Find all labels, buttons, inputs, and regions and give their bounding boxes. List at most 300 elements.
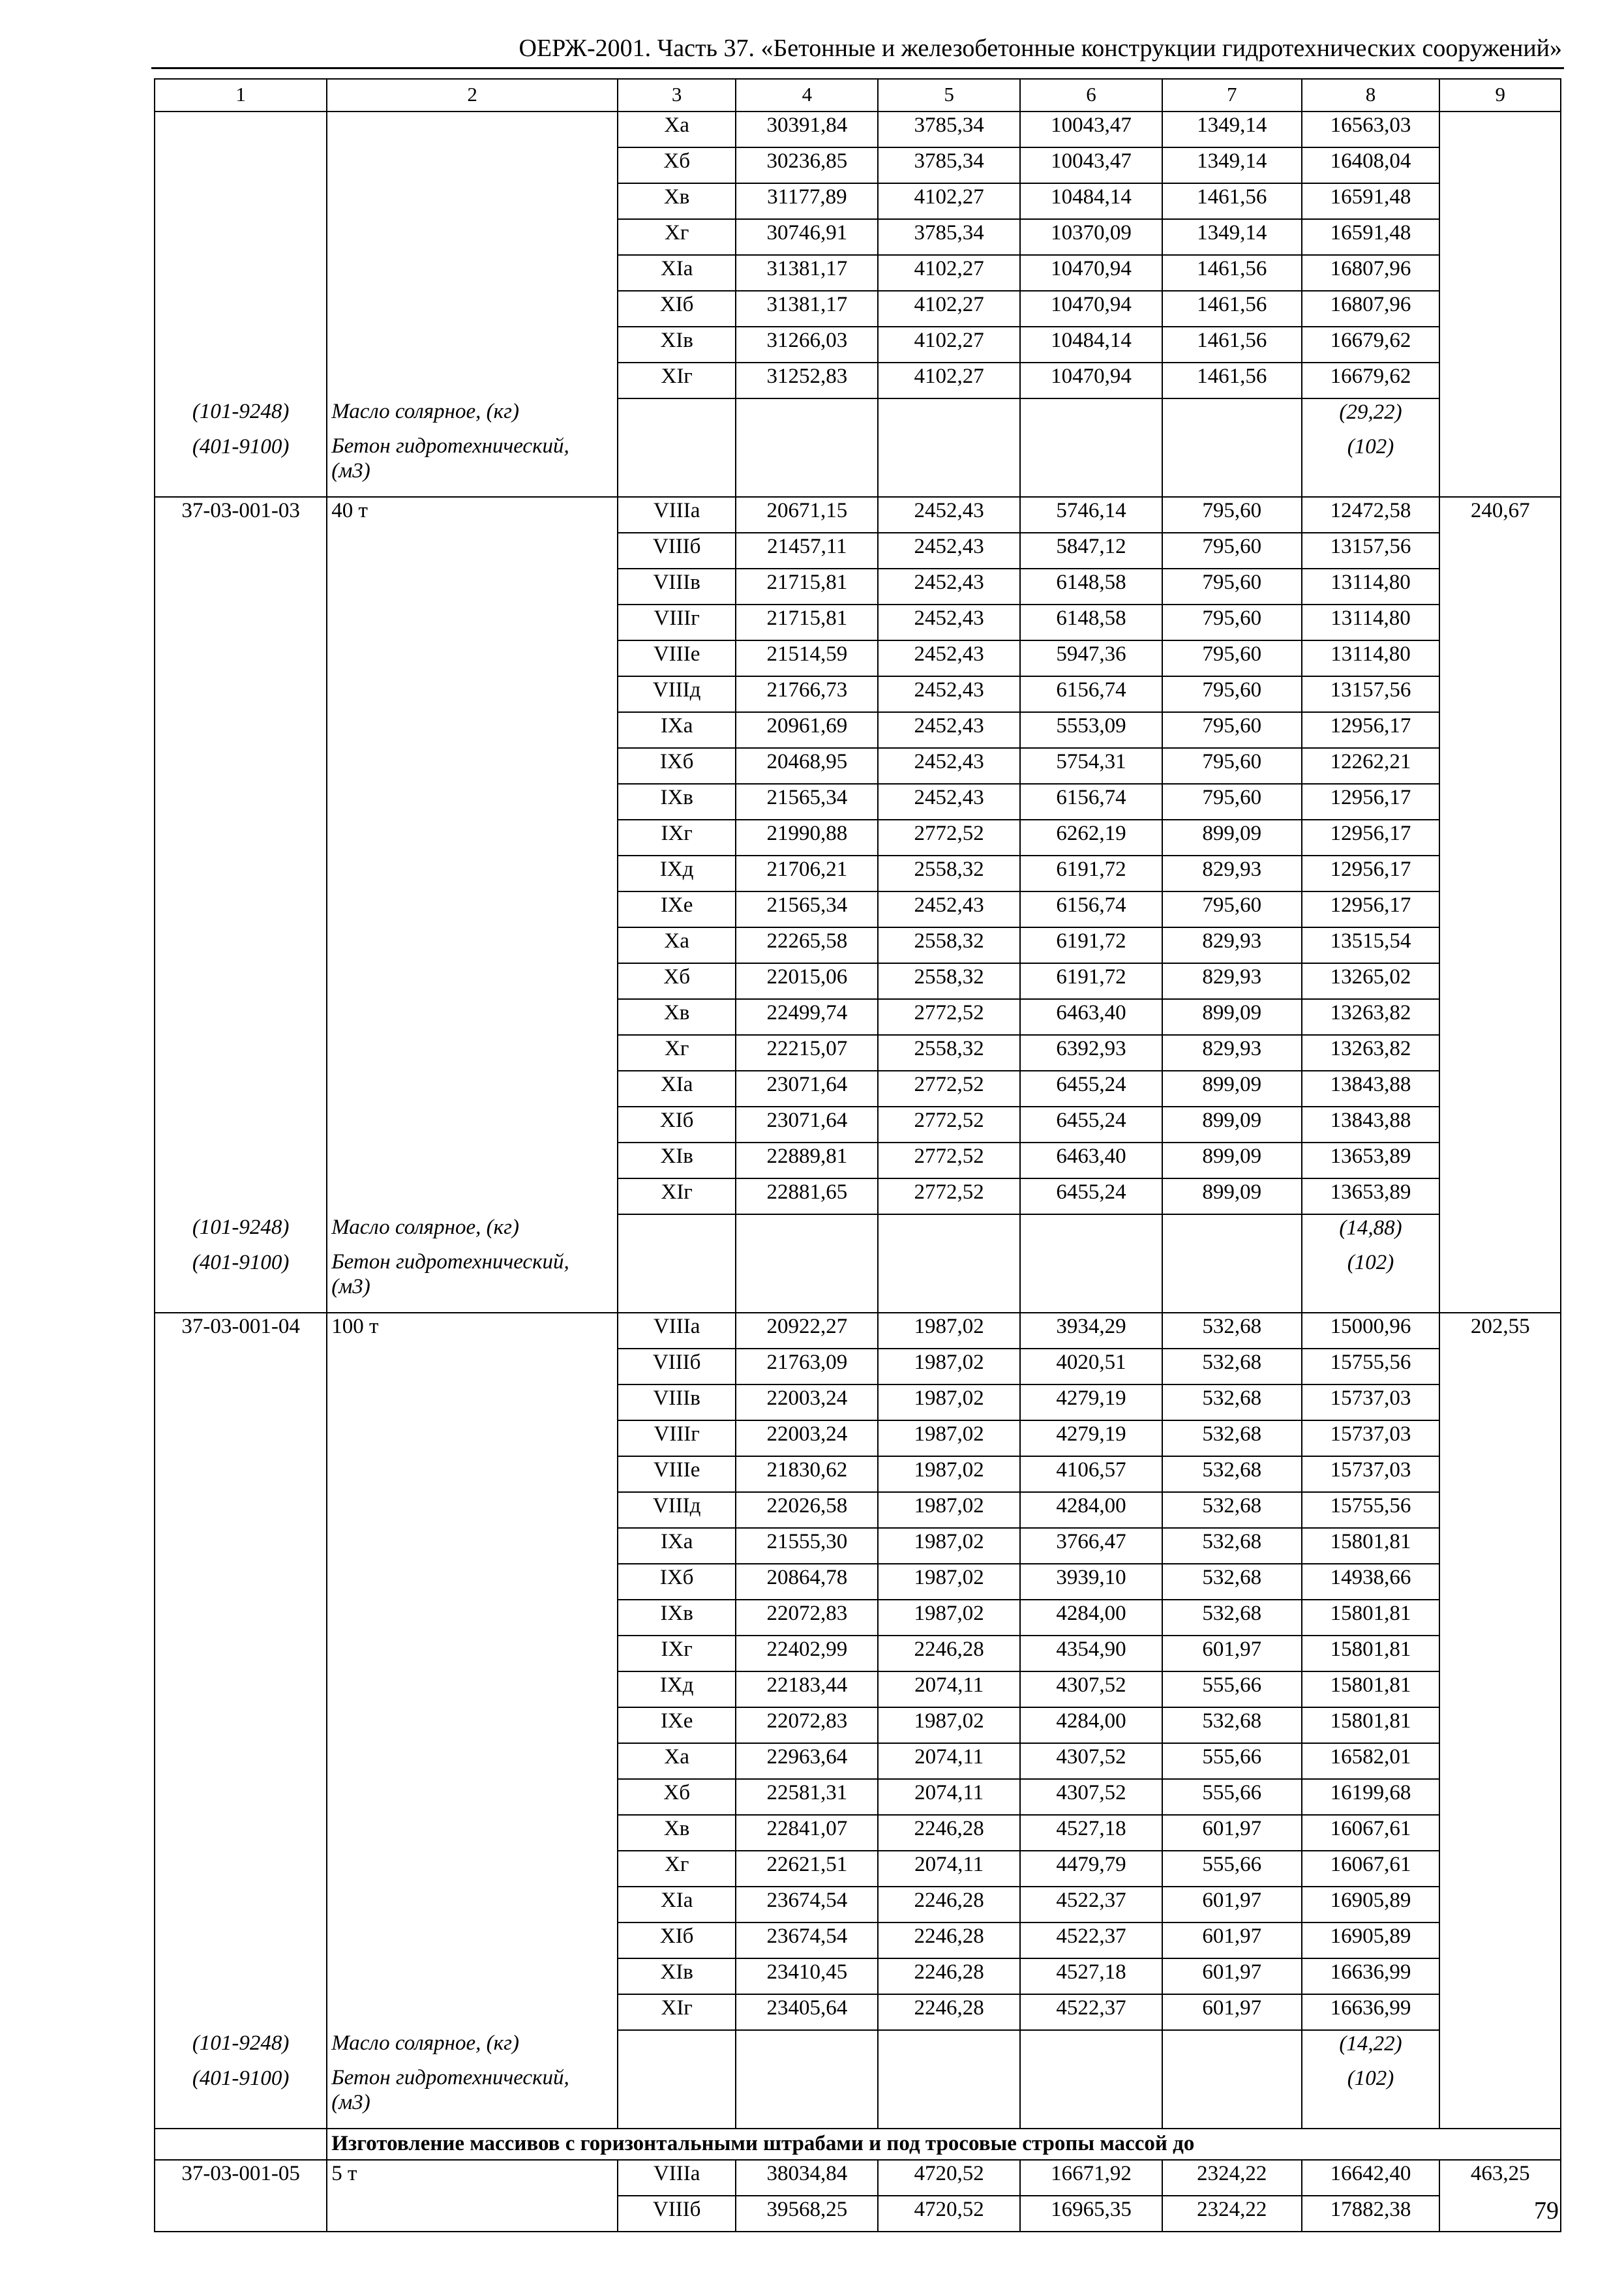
value-cell: 15737,03 [1302, 1384, 1440, 1420]
value-cell: 4522,37 [1020, 1922, 1162, 1958]
value-cell: 2772,52 [878, 999, 1020, 1035]
value-cell: 4102,27 [878, 291, 1020, 327]
empty-cell [1439, 999, 1561, 1035]
value-cell: 20922,27 [736, 1313, 878, 1349]
value-cell: 12956,17 [1302, 820, 1440, 856]
value-cell: 17882,38 [1302, 2196, 1440, 2232]
table-row [155, 640, 1561, 676]
resource-value-cell: (102) [1302, 434, 1440, 497]
empty-cell [1439, 1420, 1561, 1456]
empty-cell [155, 1671, 327, 1707]
value-cell: 829,93 [1162, 1035, 1302, 1071]
value-cell: 2324,22 [1162, 2196, 1302, 2232]
value-cell: 10470,94 [1020, 255, 1162, 291]
resource-value-cell: (14,88) [1302, 1214, 1440, 1249]
value-cell: 20961,69 [736, 712, 878, 748]
empty-cell [1439, 1071, 1561, 1107]
empty-cell [155, 1107, 327, 1143]
value-cell: 13515,54 [1302, 927, 1440, 963]
value-cell: 1987,02 [878, 1492, 1020, 1528]
empty-cell [327, 1636, 618, 1671]
table-row [155, 327, 1561, 363]
empty-cell [878, 1214, 1020, 1249]
price-table [154, 78, 1561, 2232]
empty-cell [155, 112, 327, 147]
value-cell: 4307,52 [1020, 1743, 1162, 1779]
value-cell: 829,93 [1162, 963, 1302, 999]
column-number: 8 [1302, 79, 1440, 112]
zone-cell: VIIIа [618, 1313, 736, 1349]
value-cell: 601,97 [1162, 1958, 1302, 1994]
resource-name-cell: Бетон гидротехнический, (м3) [327, 1249, 618, 1313]
empty-cell [327, 1851, 618, 1887]
value-cell: 2452,43 [878, 533, 1020, 569]
value-cell: 899,09 [1162, 820, 1302, 856]
value-cell: 6463,40 [1020, 1143, 1162, 1178]
empty-cell [878, 2030, 1020, 2065]
section-heading-cell: Изготовление массивов с горизонтальными штрабами и под тросовые стропы массой до [327, 2129, 1561, 2160]
empty-cell [1439, 2065, 1561, 2129]
empty-cell [327, 533, 618, 569]
empty-cell [155, 1492, 327, 1528]
empty-cell [1439, 1528, 1561, 1564]
empty-cell [155, 1994, 327, 2030]
empty-cell [155, 533, 327, 569]
value-cell: 795,60 [1162, 891, 1302, 927]
value-cell: 31381,17 [736, 291, 878, 327]
value-cell: 2452,43 [878, 569, 1020, 605]
table-row [155, 1456, 1561, 1492]
value-cell: 2452,43 [878, 605, 1020, 640]
zone-cell: IXв [618, 1600, 736, 1636]
empty-cell [155, 748, 327, 784]
value-cell: 4102,27 [878, 327, 1020, 363]
value-cell: 30746,91 [736, 219, 878, 255]
value-cell: 16199,68 [1302, 1779, 1440, 1815]
resource-note-row [155, 398, 1561, 434]
value-cell: 12956,17 [1302, 891, 1440, 927]
value-cell: 13843,88 [1302, 1071, 1440, 1107]
value-cell: 3785,34 [878, 112, 1020, 147]
empty-cell [327, 327, 618, 363]
empty-cell [327, 1779, 618, 1815]
value-cell: 2452,43 [878, 891, 1020, 927]
value-cell: 795,60 [1162, 605, 1302, 640]
value-cell: 22183,44 [736, 1671, 878, 1707]
value-cell: 16905,89 [1302, 1922, 1440, 1958]
value-cell: 15801,81 [1302, 1528, 1440, 1564]
value-cell: 532,68 [1162, 1349, 1302, 1384]
resource-value-cell: (102) [1302, 2065, 1440, 2129]
value-cell: 15000,96 [1302, 1313, 1440, 1349]
value-cell: 4279,19 [1020, 1384, 1162, 1420]
value-cell: 601,97 [1162, 1994, 1302, 2030]
empty-cell [155, 856, 327, 891]
value-cell: 2074,11 [878, 1671, 1020, 1707]
value-cell: 2772,52 [878, 820, 1020, 856]
value-cell: 10470,94 [1020, 363, 1162, 398]
value-cell: 22881,65 [736, 1178, 878, 1214]
value-cell: 22499,74 [736, 999, 878, 1035]
empty-cell [327, 147, 618, 183]
page-header-title: ОЕРЖ-2001. Часть 37. «Бетонные и железобетонные конструкции гидротехнических сооружений» [519, 35, 1562, 62]
value-cell: 6463,40 [1020, 999, 1162, 1035]
table-row [155, 999, 1561, 1035]
empty-cell [327, 856, 618, 891]
value-cell: 2452,43 [878, 497, 1020, 533]
rate-code-cell: 37-03-001-03 [155, 497, 327, 533]
empty-cell [1439, 1143, 1561, 1178]
value-cell: 20864,78 [736, 1564, 878, 1600]
resource-note-row [155, 434, 1561, 497]
empty-cell [1439, 112, 1561, 147]
empty-cell [155, 327, 327, 363]
resource-value-cell: (29,22) [1302, 398, 1440, 434]
empty-cell [327, 1564, 618, 1600]
value-cell: 795,60 [1162, 712, 1302, 748]
table-row [155, 1743, 1561, 1779]
empty-cell [1020, 434, 1162, 497]
value-cell: 532,68 [1162, 1528, 1302, 1564]
page-number: 79 [1534, 2197, 1559, 2224]
value-cell: 22581,31 [736, 1779, 878, 1815]
empty-cell [1439, 291, 1561, 327]
value-cell: 12956,17 [1302, 784, 1440, 820]
empty-cell [155, 2196, 327, 2232]
value-cell: 5947,36 [1020, 640, 1162, 676]
empty-cell [878, 1249, 1020, 1313]
value-cell: 23674,54 [736, 1922, 878, 1958]
table-row [155, 1384, 1561, 1420]
empty-cell [1439, 219, 1561, 255]
empty-cell [327, 1143, 618, 1178]
value-cell: 3939,10 [1020, 1564, 1162, 1600]
empty-cell [878, 398, 1020, 434]
value-cell: 21565,34 [736, 784, 878, 820]
resource-name-cell: Бетон гидротехнический, (м3) [327, 434, 618, 497]
value-cell: 23674,54 [736, 1887, 878, 1922]
value-cell: 2246,28 [878, 1636, 1020, 1671]
empty-cell [327, 927, 618, 963]
value-cell: 6148,58 [1020, 569, 1162, 605]
table-row [155, 569, 1561, 605]
zone-cell: XIа [618, 255, 736, 291]
empty-cell [155, 147, 327, 183]
resource-name-cell: Масло солярное, (кг) [327, 398, 618, 434]
value-cell: 1461,56 [1162, 255, 1302, 291]
empty-cell [155, 784, 327, 820]
mass-cell: 5 т [327, 2160, 618, 2196]
table-row [155, 147, 1561, 183]
value-cell: 31252,83 [736, 363, 878, 398]
zone-cell: Xв [618, 999, 736, 1035]
zone-cell: Xб [618, 1779, 736, 1815]
empty-cell [327, 1035, 618, 1071]
empty-cell [155, 1743, 327, 1779]
zone-cell: VIIIг [618, 605, 736, 640]
zone-cell: Xб [618, 147, 736, 183]
value-cell: 15737,03 [1302, 1456, 1440, 1492]
value-cell: 5746,14 [1020, 497, 1162, 533]
empty-cell [155, 1035, 327, 1071]
value-cell: 4284,00 [1020, 1600, 1162, 1636]
value-cell: 20468,95 [736, 748, 878, 784]
value-cell: 601,97 [1162, 1922, 1302, 1958]
value-cell: 16582,01 [1302, 1743, 1440, 1779]
value-cell: 795,60 [1162, 784, 1302, 820]
empty-cell [327, 255, 618, 291]
value-cell: 6455,24 [1020, 1178, 1162, 1214]
value-cell: 13114,80 [1302, 569, 1440, 605]
value-cell: 22402,99 [736, 1636, 878, 1671]
empty-cell [736, 434, 878, 497]
zone-cell: IXд [618, 856, 736, 891]
value-cell: 13157,56 [1302, 533, 1440, 569]
value-cell: 10043,47 [1020, 147, 1162, 183]
value-cell: 555,66 [1162, 1743, 1302, 1779]
value-cell: 22015,06 [736, 963, 878, 999]
table-row [155, 1922, 1561, 1958]
empty-cell [327, 1384, 618, 1420]
table-row [155, 856, 1561, 891]
empty-cell [1439, 1178, 1561, 1214]
value-cell: 22072,83 [736, 1707, 878, 1743]
empty-cell [1020, 2030, 1162, 2065]
col9-value-cell: 202,55 [1439, 1313, 1561, 1349]
value-cell: 22621,51 [736, 1851, 878, 1887]
empty-cell [1439, 1994, 1561, 2030]
value-cell: 6262,19 [1020, 820, 1162, 856]
table-row [155, 1035, 1561, 1071]
value-cell: 21555,30 [736, 1528, 878, 1564]
empty-cell [327, 1922, 618, 1958]
empty-cell [327, 1743, 618, 1779]
table-row [155, 1815, 1561, 1851]
value-cell: 1987,02 [878, 1349, 1020, 1384]
empty-cell [736, 2065, 878, 2129]
value-cell: 21565,34 [736, 891, 878, 927]
empty-cell [1162, 2065, 1302, 2129]
table-row [155, 891, 1561, 927]
zone-cell: Xа [618, 112, 736, 147]
table-row [155, 1994, 1561, 2030]
empty-cell [1439, 891, 1561, 927]
value-cell: 2772,52 [878, 1107, 1020, 1143]
empty-cell [327, 1528, 618, 1564]
zone-cell: Xг [618, 219, 736, 255]
empty-cell [155, 1600, 327, 1636]
empty-cell [1439, 1456, 1561, 1492]
value-cell: 13157,56 [1302, 676, 1440, 712]
empty-cell [1439, 327, 1561, 363]
value-cell: 2074,11 [878, 1743, 1020, 1779]
column-number: 7 [1162, 79, 1302, 112]
table-row [155, 2196, 1561, 2232]
column-number: 5 [878, 79, 1020, 112]
empty-cell [327, 569, 618, 605]
empty-cell [1439, 712, 1561, 748]
empty-cell [1439, 784, 1561, 820]
empty-cell [327, 1815, 618, 1851]
value-cell: 16636,99 [1302, 1958, 1440, 1994]
table-row [155, 112, 1561, 147]
empty-cell [327, 891, 618, 927]
empty-cell [736, 1214, 878, 1249]
empty-cell [327, 1107, 618, 1143]
zone-cell: IXб [618, 748, 736, 784]
empty-cell [327, 1707, 618, 1743]
empty-cell [327, 1178, 618, 1214]
zone-cell: XIв [618, 1143, 736, 1178]
value-cell: 6191,72 [1020, 856, 1162, 891]
empty-cell [327, 1071, 618, 1107]
value-cell: 2452,43 [878, 712, 1020, 748]
empty-cell [618, 2065, 736, 2129]
value-cell: 4284,00 [1020, 1492, 1162, 1528]
resource-code-cell: (401-9100) [155, 434, 327, 497]
empty-cell [155, 183, 327, 219]
empty-cell [327, 183, 618, 219]
value-cell: 16807,96 [1302, 255, 1440, 291]
value-cell: 13265,02 [1302, 963, 1440, 999]
empty-cell [327, 1349, 618, 1384]
value-cell: 1987,02 [878, 1384, 1020, 1420]
empty-cell [1439, 1600, 1561, 1636]
value-cell: 22215,07 [736, 1035, 878, 1071]
empty-cell [618, 1249, 736, 1313]
empty-cell [155, 1143, 327, 1178]
zone-cell: Xа [618, 927, 736, 963]
value-cell: 22003,24 [736, 1384, 878, 1420]
rate-code-cell: 37-03-001-04 [155, 1313, 327, 1349]
value-cell: 4106,57 [1020, 1456, 1162, 1492]
empty-cell [155, 1707, 327, 1743]
empty-cell [327, 712, 618, 748]
table-row [155, 748, 1561, 784]
value-cell: 2452,43 [878, 748, 1020, 784]
value-cell: 4102,27 [878, 255, 1020, 291]
table-row [155, 1600, 1561, 1636]
zone-cell: IXд [618, 1671, 736, 1707]
table-row [155, 605, 1561, 640]
value-cell: 532,68 [1162, 1707, 1302, 1743]
value-cell: 23410,45 [736, 1958, 878, 1994]
zone-cell: XIа [618, 1071, 736, 1107]
value-cell: 38034,84 [736, 2160, 878, 2196]
table-row [155, 1143, 1561, 1178]
value-cell: 2772,52 [878, 1071, 1020, 1107]
value-cell: 601,97 [1162, 1887, 1302, 1922]
empty-cell [155, 891, 327, 927]
table-row [155, 963, 1561, 999]
value-cell: 21990,88 [736, 820, 878, 856]
value-cell: 16591,48 [1302, 183, 1440, 219]
table-row [155, 1071, 1561, 1107]
empty-cell [327, 748, 618, 784]
empty-cell [327, 999, 618, 1035]
column-number: 9 [1439, 79, 1561, 112]
empty-cell [1439, 927, 1561, 963]
value-cell: 21763,09 [736, 1349, 878, 1384]
value-cell: 6156,74 [1020, 784, 1162, 820]
empty-cell [1020, 1249, 1162, 1313]
empty-cell [1439, 1636, 1561, 1671]
value-cell: 3766,47 [1020, 1528, 1162, 1564]
value-cell: 5553,09 [1020, 712, 1162, 748]
empty-cell [1439, 748, 1561, 784]
empty-cell [1439, 1564, 1561, 1600]
mass-cell: 100 т [327, 1313, 618, 1349]
price-table-body [155, 79, 1561, 2232]
value-cell: 15801,81 [1302, 1636, 1440, 1671]
value-cell: 21715,81 [736, 569, 878, 605]
value-cell: 31266,03 [736, 327, 878, 363]
zone-cell: IXг [618, 1636, 736, 1671]
value-cell: 4354,90 [1020, 1636, 1162, 1671]
value-cell: 13114,80 [1302, 605, 1440, 640]
empty-cell [618, 2030, 736, 2065]
empty-cell [1439, 1958, 1561, 1994]
empty-cell [1162, 398, 1302, 434]
empty-cell [1439, 1743, 1561, 1779]
column-number: 3 [618, 79, 736, 112]
empty-cell [1439, 1851, 1561, 1887]
value-cell: 532,68 [1162, 1420, 1302, 1456]
value-cell: 2246,28 [878, 1922, 1020, 1958]
empty-cell [155, 2129, 327, 2160]
value-cell: 1349,14 [1162, 112, 1302, 147]
empty-cell [155, 927, 327, 963]
empty-cell [327, 1671, 618, 1707]
empty-cell [155, 1851, 327, 1887]
zone-cell: XIг [618, 363, 736, 398]
table-row [155, 1107, 1561, 1143]
resource-value-cell: (14,22) [1302, 2030, 1440, 2065]
empty-cell [736, 398, 878, 434]
value-cell: 16965,35 [1020, 2196, 1162, 2232]
value-cell: 899,09 [1162, 1107, 1302, 1143]
value-cell: 3785,34 [878, 147, 1020, 183]
value-cell: 4479,79 [1020, 1851, 1162, 1887]
value-cell: 12956,17 [1302, 712, 1440, 748]
empty-cell [1439, 856, 1561, 891]
value-cell: 10470,94 [1020, 291, 1162, 327]
empty-cell [1162, 1214, 1302, 1249]
value-cell: 1987,02 [878, 1564, 1020, 1600]
empty-cell [155, 963, 327, 999]
empty-cell [155, 605, 327, 640]
resource-note-row [155, 2065, 1561, 2129]
empty-cell [155, 1779, 327, 1815]
table-row [155, 1958, 1561, 1994]
empty-cell [1439, 147, 1561, 183]
empty-cell [1162, 1249, 1302, 1313]
empty-cell [327, 605, 618, 640]
zone-cell: Xв [618, 1815, 736, 1851]
table-row [155, 1851, 1561, 1887]
zone-cell: XIв [618, 327, 736, 363]
value-cell: 4284,00 [1020, 1707, 1162, 1743]
value-cell: 4522,37 [1020, 1994, 1162, 2030]
value-cell: 30391,84 [736, 112, 878, 147]
zone-cell: XIг [618, 1178, 736, 1214]
value-cell: 4720,52 [878, 2160, 1020, 2196]
empty-cell [736, 2030, 878, 2065]
zone-cell: Xв [618, 183, 736, 219]
zone-cell: VIIIб [618, 1349, 736, 1384]
empty-cell [1020, 1214, 1162, 1249]
zone-cell: VIIIг [618, 1420, 736, 1456]
